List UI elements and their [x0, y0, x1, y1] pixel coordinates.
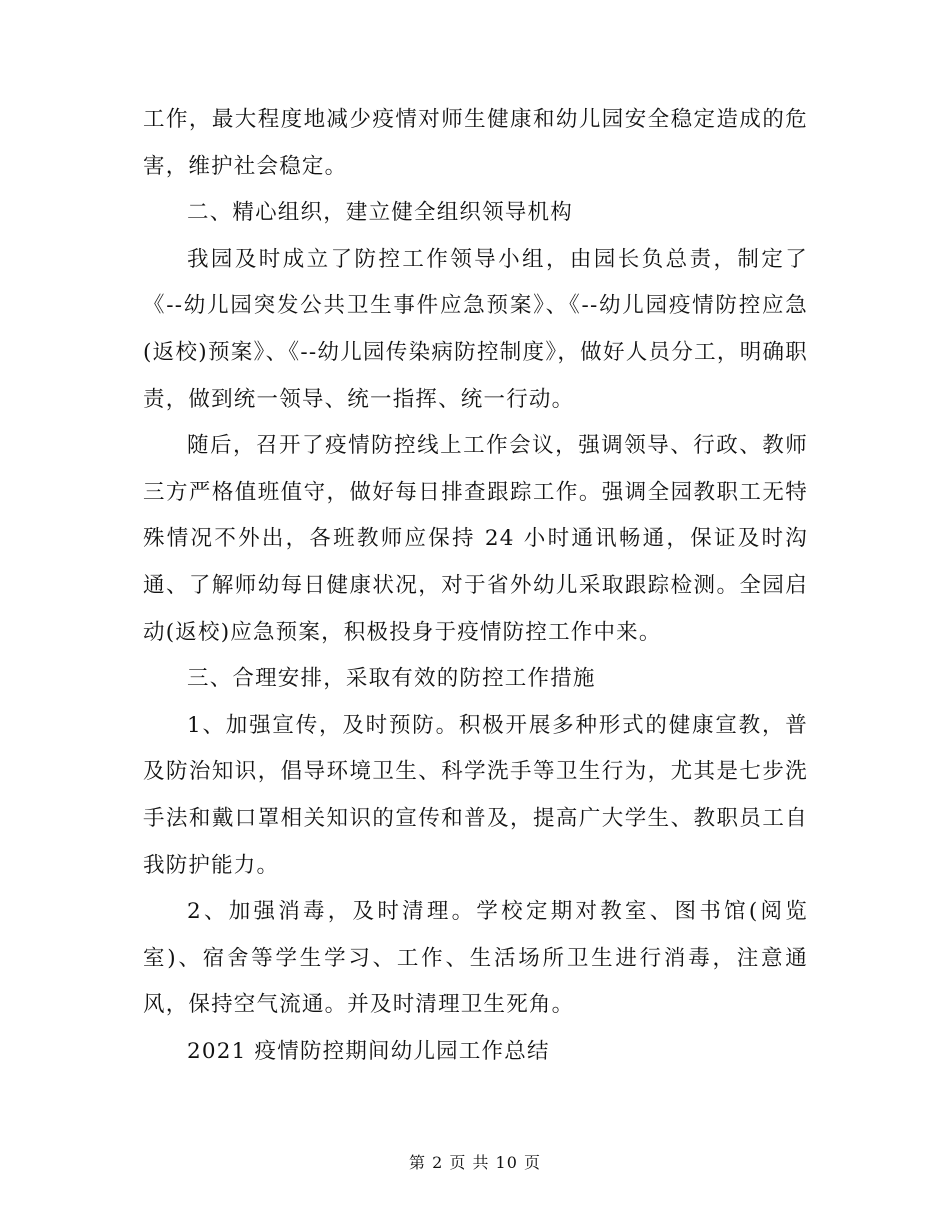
document-subtitle: 2021 疫情防控期间幼儿园工作总结 — [187, 1038, 550, 1064]
section-heading-3: 三、合理安排，采取有效的防控工作措施 — [187, 666, 596, 692]
document-body — [143, 97, 808, 1075]
paragraph-continuation: 工作，最大程度地减少疫情对师生健康和幼儿园安全稳定造成的危害，维护社会稳定。 — [143, 107, 808, 179]
paragraph-disinfection: 2、加强消毒，及时清理。学校定期对教室、图书馆(阅览室)、宿舍等学生学习、工作、生活场所卫生进行消毒，注意通风，保持空气流通。并及时清理卫生死角。 — [143, 899, 808, 1018]
paragraph-publicity: 1、加强宣传，及时预防。积极开展多种形式的健康宣教，普及防治知识，倡导环境卫生、科学洗手等卫生行为，尤其是七步洗手法和戴口罩相关知识的宣传和普及，提高广大学生、教职员工自我防护能力。 — [143, 712, 808, 878]
page-number-footer: 第 2 页 共 10 页 — [409, 1153, 541, 1172]
paragraph-leadership-group: 我园及时成立了防控工作领导小组，由园长负总责，制定了《--幼儿园突发公共卫生事件应急预案》、《--幼儿园疫情防控应急(返校)预案》、《--幼儿园传染病防控制度》，做好人员分工，明确职责，做到统一领导、统一指挥、统一行动。 — [143, 246, 808, 412]
paragraph-online-meeting: 随后，召开了疫情防控线上工作会议，强调领导、行政、教师三方严格值班值守，做好每日排查跟踪工作。强调全园教职工无特殊情况不外出，各班教师应保持 24 小时通讯畅通，保证及时沟通、了解师幼每日健康状况，对于省外幼儿采取跟踪检测。全园启动(返校)应急预案，积极投身于疫情防控工作中来。 — [143, 433, 808, 645]
section-heading-2: 二、精心组织，建立健全组织领导机构 — [187, 200, 573, 226]
